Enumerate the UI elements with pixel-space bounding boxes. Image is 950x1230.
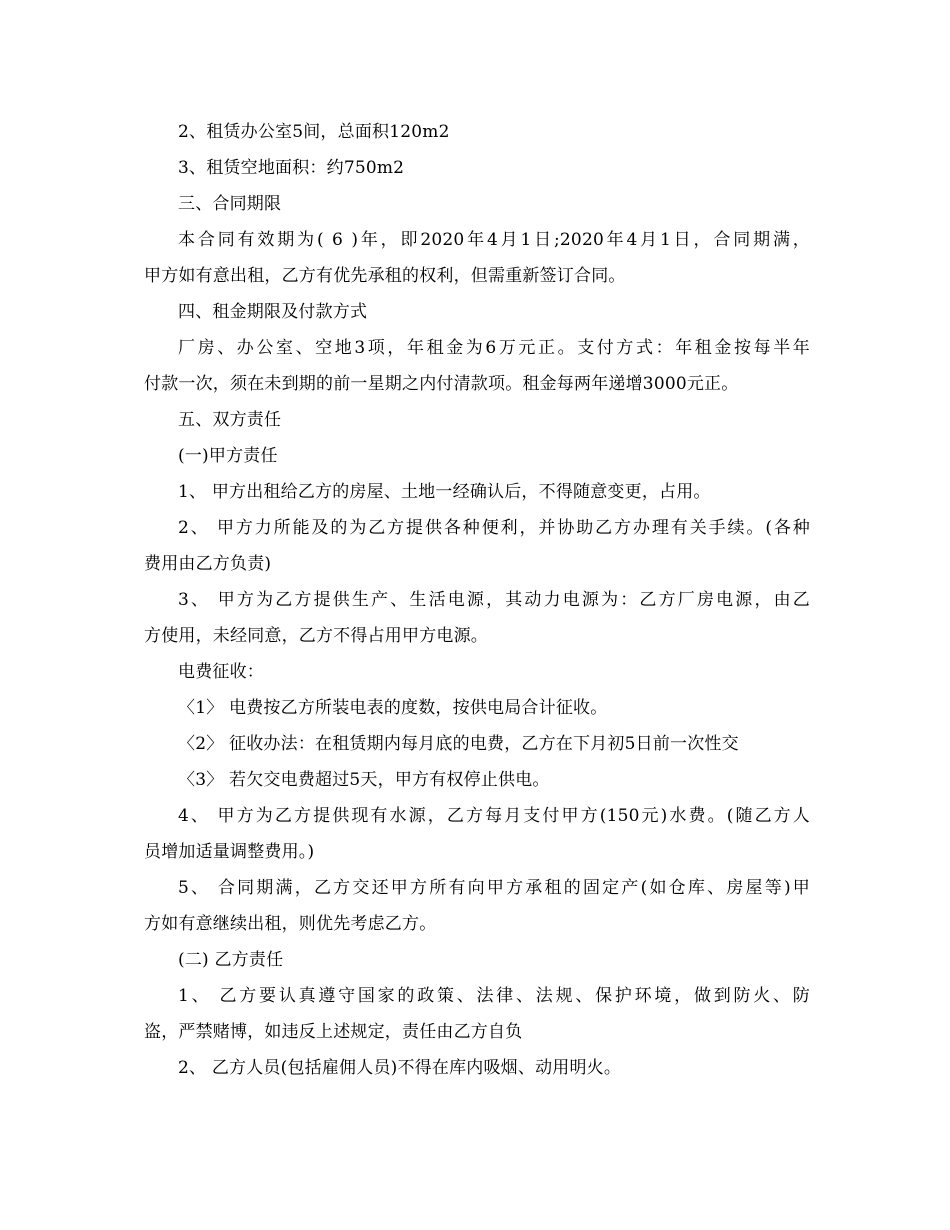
text-line: 电费征收： — [178, 662, 264, 682]
text-line: 盗，严禁赌博，如违反上述规定，责任由乙方自负 — [144, 1022, 523, 1042]
text-line: 2、租赁办公室5间，总面积120m2 — [178, 122, 450, 142]
text-line: (一)甲方责任 — [178, 446, 278, 466]
text-line: 费用由乙方负责) — [144, 554, 272, 574]
text-line: 厂房、办公室、空地3项，年租金为6万元正。支付方式：年租金按每半年 — [178, 338, 810, 358]
document-body — [144, 114, 810, 1086]
text-line: 1、 乙方要认真遵守国家的政策、法律、法规、保护环境，做到防火、防 — [178, 986, 810, 1006]
text-line: 甲方如有意出租，乙方有优先承租的权利，但需重新签订合同。 — [144, 266, 626, 286]
text-line: 〈1〉 电费按乙方所装电表的度数，按供电局合计征收。 — [178, 698, 608, 718]
text-line: 4、 甲方为乙方提供现有水源，乙方每月支付甲方(150元)水费。(随乙方人 — [178, 806, 810, 826]
text-line: 5、 合同期满，乙方交还甲方所有向甲方承租的固定产(如仓库、房屋等)甲 — [178, 878, 810, 898]
text-line: 方如有意继续出租，则优先考虑乙方。 — [144, 914, 437, 934]
text-line: 2、 乙方人员(包括雇佣人员)不得在库内吸烟、动用明火。 — [178, 1058, 622, 1078]
text-line: (二) 乙方责任 — [178, 950, 284, 970]
text-line: 五、双方责任 — [178, 410, 282, 430]
text-line: 三、合同期限 — [178, 194, 282, 214]
text-line: 四、租金期限及付款方式 — [178, 302, 368, 322]
text-line: 员增加适量调整费用。) — [144, 842, 315, 862]
text-line: 〈3〉 若欠交电费超过5天，甲方有权停止供电。 — [178, 770, 550, 790]
text-line: 付款一次，须在未到期的前一星期之内付清款项。租金每两年递增3000元正。 — [144, 374, 739, 394]
text-line: 本合同有效期为( 6 )年，即2020年4月1日;2020年4月1日，合同期满， — [178, 230, 810, 250]
text-line: 2、 甲方力所能及的为乙方提供各种便利，并协助乙方办理有关手续。(各种 — [178, 518, 810, 538]
text-line: 〈2〉 征收办法：在租赁期内每月底的电费，乙方在下月初5日前一次性交 — [178, 734, 739, 754]
text-line: 3、 甲方为乙方提供生产、生活电源，其动力电源为：乙方厂房电源，由乙 — [178, 590, 810, 610]
text-line: 方使用，未经同意，乙方不得占用甲方电源。 — [144, 626, 488, 646]
text-line: 3、租赁空地面积：约750m2 — [178, 158, 405, 178]
text-line: 1、 甲方出租给乙方的房屋、土地一经确认后，不得随意变更，占用。 — [178, 482, 711, 502]
